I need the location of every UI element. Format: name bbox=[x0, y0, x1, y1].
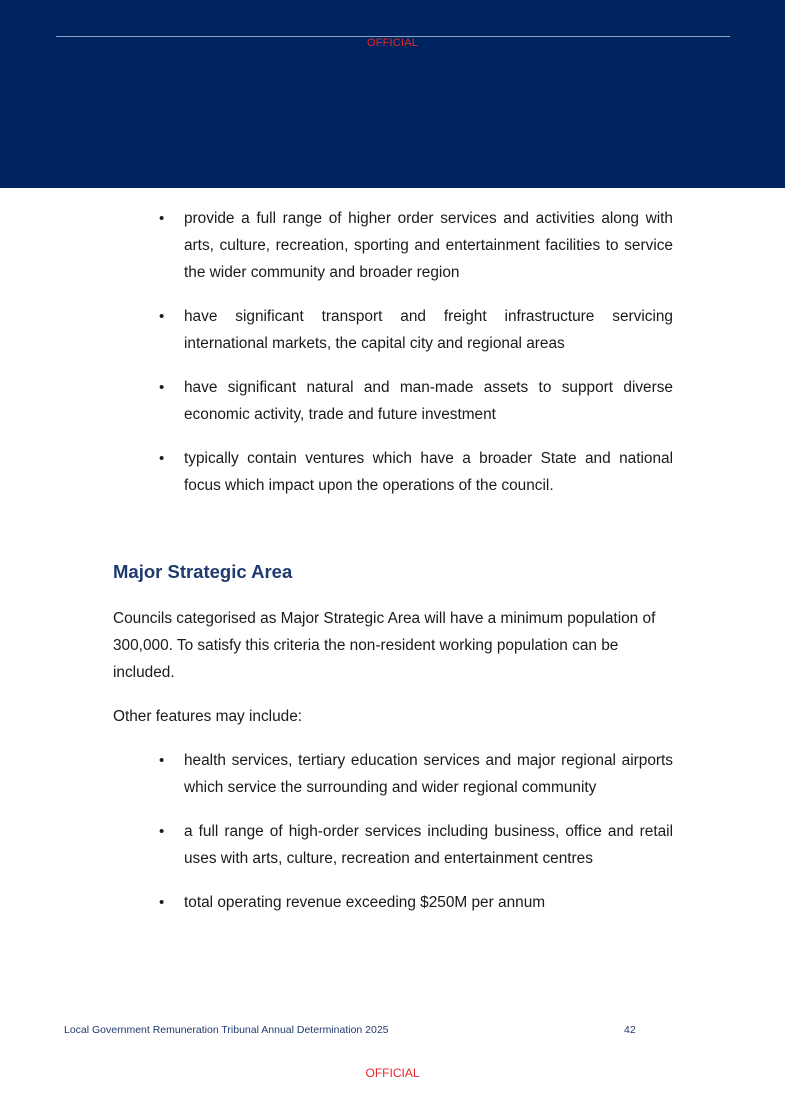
list-item bbox=[155, 889, 673, 916]
list-item-text: health services, tertiary education services and major regional airports which service the surrounding and wider regional community bbox=[184, 752, 673, 796]
section-paragraph: Councils categorised as Major Strategic Area will have a minimum population of 300,000. To satisfy this criteria the non-resident working population can be included. bbox=[113, 610, 656, 681]
list-item bbox=[155, 205, 673, 286]
intro-bullet-list bbox=[155, 205, 673, 516]
header-band bbox=[0, 0, 785, 188]
features-intro: Other features may include: bbox=[113, 708, 303, 725]
bullet-icon: • bbox=[159, 823, 165, 840]
bullet-icon: • bbox=[159, 308, 165, 325]
list-item-text: a full range of high-order services including business, office and retail uses with arts, culture, recreation and entertainment centres bbox=[184, 823, 673, 867]
page-number: 42 bbox=[624, 1024, 636, 1036]
list-item bbox=[155, 445, 673, 499]
list-item bbox=[155, 818, 673, 872]
list-item-text: have significant natural and man-made assets to support diverse economic activity, trade and future investment bbox=[184, 379, 673, 423]
list-item bbox=[155, 303, 673, 357]
classification-label-bottom: OFFICIAL bbox=[365, 1066, 420, 1080]
bullet-icon: • bbox=[159, 752, 165, 769]
footer-document-title: Local Government Remuneration Tribunal Annual Determination 2025 bbox=[64, 1024, 389, 1036]
classification-label-top: OFFICIAL bbox=[366, 37, 419, 49]
list-item-text: provide a full range of higher order services and activities along with arts, culture, recreation, sporting and entertainment facilities to service the wider community and broader region bbox=[184, 210, 673, 281]
bullet-icon: • bbox=[159, 894, 165, 911]
list-item bbox=[155, 747, 673, 801]
bullet-icon: • bbox=[159, 379, 165, 396]
list-item-text: have significant transport and freight infrastructure servicing international markets, the capital city and regional areas bbox=[184, 308, 673, 352]
list-item-text: total operating revenue exceeding $250M per annum bbox=[184, 894, 546, 911]
features-bullet-list bbox=[155, 747, 673, 933]
list-item-text: typically contain ventures which have a broader State and national focus which impact upon the operations of the council. bbox=[184, 450, 673, 494]
bullet-icon: • bbox=[159, 450, 165, 467]
section-heading: Major Strategic Area bbox=[113, 561, 293, 582]
bullet-icon: • bbox=[159, 210, 165, 227]
list-item bbox=[155, 374, 673, 428]
